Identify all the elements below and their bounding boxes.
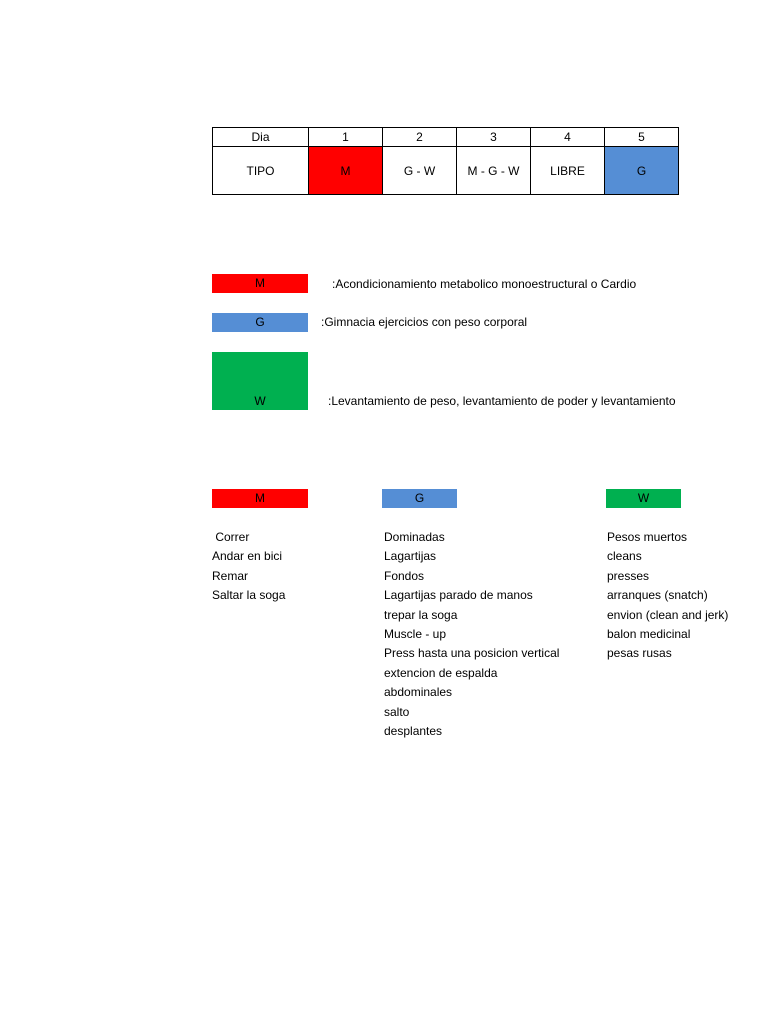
- list-item: Lagartijas parado de manos: [384, 588, 533, 603]
- list-item: arranques (snatch): [607, 588, 708, 603]
- list-item: Remar: [212, 568, 249, 583]
- list-item: extencion de espalda: [384, 665, 498, 680]
- header-cell-day-5: 5: [605, 128, 679, 147]
- list-item: pesas rusas: [607, 646, 672, 661]
- header-cell-dia: Dia: [213, 128, 309, 147]
- type-cell-day-3: M - G - W: [457, 147, 531, 195]
- category-list-g: [384, 528, 559, 741]
- list-item: Press hasta una posicion vertical: [384, 646, 560, 661]
- legend-swatch-g: [212, 313, 308, 332]
- type-cell-day-5: G: [605, 147, 679, 195]
- schedule-type-row: [213, 147, 679, 195]
- list-item: trepar la soga: [384, 607, 458, 622]
- list-item: Correr: [212, 530, 250, 544]
- schedule-header-row: [213, 128, 679, 147]
- legend-text-g: :Gimnacia ejercicios con peso corporal: [321, 315, 528, 329]
- category-list-m: [212, 528, 285, 606]
- header-cell-day-4: 4: [531, 128, 605, 147]
- list-item: salto: [384, 704, 410, 719]
- list-item: envion (clean and jerk): [607, 607, 729, 622]
- legend-code-m: M: [255, 276, 265, 290]
- list-item: presses: [607, 568, 650, 583]
- header-cell-day-2: 2: [383, 128, 457, 147]
- list-item: balon medicinal: [607, 626, 691, 641]
- list-item: Saltar la soga: [212, 588, 286, 603]
- list-item: Muscle - up: [384, 626, 447, 641]
- header-cell-day-1: 1: [309, 128, 383, 147]
- list-item: abdominales: [384, 685, 453, 700]
- category-bar-m: M: [212, 489, 308, 508]
- legend-code-w: W: [254, 394, 266, 408]
- list-item: Pesos muertos: [607, 530, 688, 544]
- category-bar-g: G: [382, 489, 457, 508]
- type-cell-day-2: G - W: [383, 147, 457, 195]
- list-item: Lagartijas: [384, 549, 437, 564]
- type-cell-day-4: LIBRE: [531, 147, 605, 195]
- list-item: desplantes: [384, 723, 443, 738]
- list-item: Fondos: [384, 568, 425, 583]
- list-item: cleans: [607, 549, 642, 564]
- legend-code-g: G: [255, 315, 265, 329]
- category-list-w: [607, 528, 728, 664]
- type-cell-label: TIPO: [213, 147, 309, 195]
- header-cell-day-3: 3: [457, 128, 531, 147]
- list-item: Andar en bici: [212, 549, 283, 564]
- legend-text-w: :Levantamiento de peso, levantamiento de poder y levantamiento: [328, 394, 676, 408]
- schedule-table: [212, 127, 679, 195]
- legend-swatch-m: [212, 274, 308, 293]
- list-item: Dominadas: [384, 530, 445, 544]
- type-cell-day-1: M: [309, 147, 383, 195]
- legend-swatch-w: [212, 352, 308, 410]
- legend-text-m: :Acondicionamiento metabolico monoestructural o Cardio: [332, 277, 637, 291]
- category-bar-w: W: [606, 489, 681, 508]
